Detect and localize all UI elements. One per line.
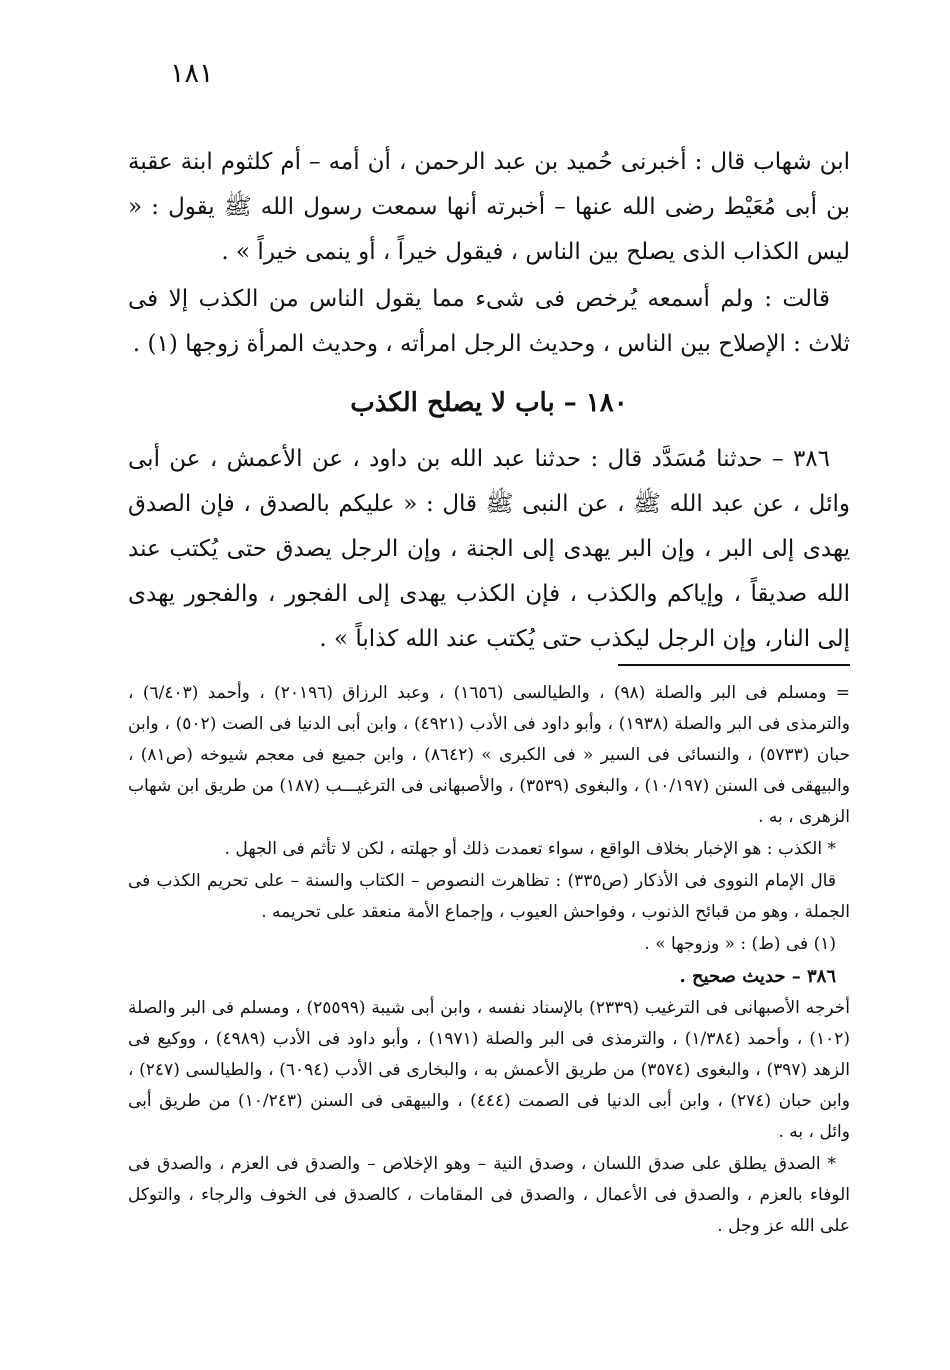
footnote-lying-definition: * الكذب : هو الإخبار بخلاف الواقع ، سواء تعمدت ذلك أو جهلته ، لكن لا تأثم فى الجهل .: [224, 839, 836, 859]
footnote-divider: [618, 664, 850, 666]
main-text: [128, 140, 850, 662]
hadith-386: ٣٨٦ – حدثنا مُسَدَّد قال : حدثنا عبد الله بن داود ، عن الأعمش ، عن أبى وائل ، عن عبد الله ﷺ ، عن النبى ﷺ قال : « عليكم بالصدق ، فإن الصدق يهدى إلى البر ، وإن البر يهدى إلى الجنة ، وإن الرجل يصدق حتى يُكتب عند الله صديقاً ، وإياكم والكذب ، فإن الكذب يهدى إلى الفجور ، والفجور يهدى إلى النار، وإن الرجل ليكذب حتى يُكتب عند الله كذاباً » .: [128, 446, 850, 652]
footnote-takhrij-386: أخرجه الأصبهانى فى الترغيب (٢٣٣٩) بالإسناد نفسه ، وابن أبى شيبة (٢٥٥٩٩) ، ومسلم فى البر والصلة (١٠٢) ، وأحمد (١/٣٨٤) ، والترمذى فى البر والصلة (١٩٧١) ، وأبو داود فى الأدب (٤٩٨٩) ، ووكيع فى الزهد (٣٩٧) ، والبغوى (٣٥٧٤) من طريق الأعمش به ، والبخارى فى الأدب (٦٠٩٤) ، والطيالسى (٢٤٧) ، وابن حبان (٢٧٤) ، وابن أبى الدنيا فى الصمت (٤٤٤) ، والبيهقى فى السنن (١٠/٢٤٣) من طريق أبى وائل ، به .: [128, 998, 851, 1142]
chapter-heading: ١٨٠ – باب لا يصلح الكذب: [350, 388, 628, 418]
footnote-nawawi-quote: قال الإمام النووى فى الأذكار (ص٣٣٥) : تظاهرت النصوص – الكتاب والسنة – على تحريم الكذب فى الجملة ، وهو من قبائح الذنوب ، وفواحش العيوب ، وإجماع الأمة منعقد على تحريمه .: [128, 871, 850, 922]
footnote-takhrij-continued: = ومسلم فى البر والصلة (٩٨) ، والطيالسى (١٦٥٦) ، وعبد الرزاق (٢٠١٩٦) ، وأحمد (٦/٤٠٣) ، والترمذى فى البر والصلة (١٩٣٨) ، وأبو داود فى الأدب (٤٩٢١) ، وابن أبى الدنيا فى الصت (٥٠٢) ، وابن حبان (٥٧٣٣) ، والنسائى فى السير « فى الكبرى » (٨٦٤٢) ، وابن جميع فى معجم شيوخه (ص٨١) ، والبيهقى فى السنن (١٠/١٩٧) ، والبغوى (٣٥٣٩) ، والأصبهانى فى الترغيـــب (١٨٧) من طريق ابن شهاب الزهرى ، به .: [128, 683, 851, 827]
footnote-1: (١) فى (ط) : « وزوجها » .: [644, 934, 836, 954]
footnote-grading: ٣٨٦ – حديث صحيح .: [679, 966, 836, 987]
page-number: ١٨١: [170, 58, 214, 89]
hadith-continuation: ابن شهاب قال : أخبرنى حُميد بن عبد الرحمن ، أن أمه – أم كلثوم ابنة عقبة بن أبى مُعَيْط رضى الله عنها – أخبرته أنها سمعت رسول الله ﷺ يقول : « ليس الكذاب الذى يصلح بين الناس ، فيقول خيراً ، أو ينمى خيراً » .: [128, 149, 850, 265]
footnote-truthfulness: * الصدق يطلق على صدق اللسان ، وصدق النية – وهو الإخلاص – والصدق فى العزم ، والصدق فى الوفاء بالعزم ، والصدق فى الأعمال ، والصدق فى المقامات ، كالصدق فى الخوف والرجاء ، والتوكل على الله عز وجل .: [128, 1154, 850, 1236]
footnotes: [128, 678, 850, 1242]
hadith-narrator-remark: قالت : ولم أسمعه يُرخص فى شىء مما يقول الناس من الكذب إلا فى ثلاث : الإصلاح بين الناس ، وحديث الرجل امرأته ، وحديث المرأة زوجها (١) .: [128, 286, 850, 357]
